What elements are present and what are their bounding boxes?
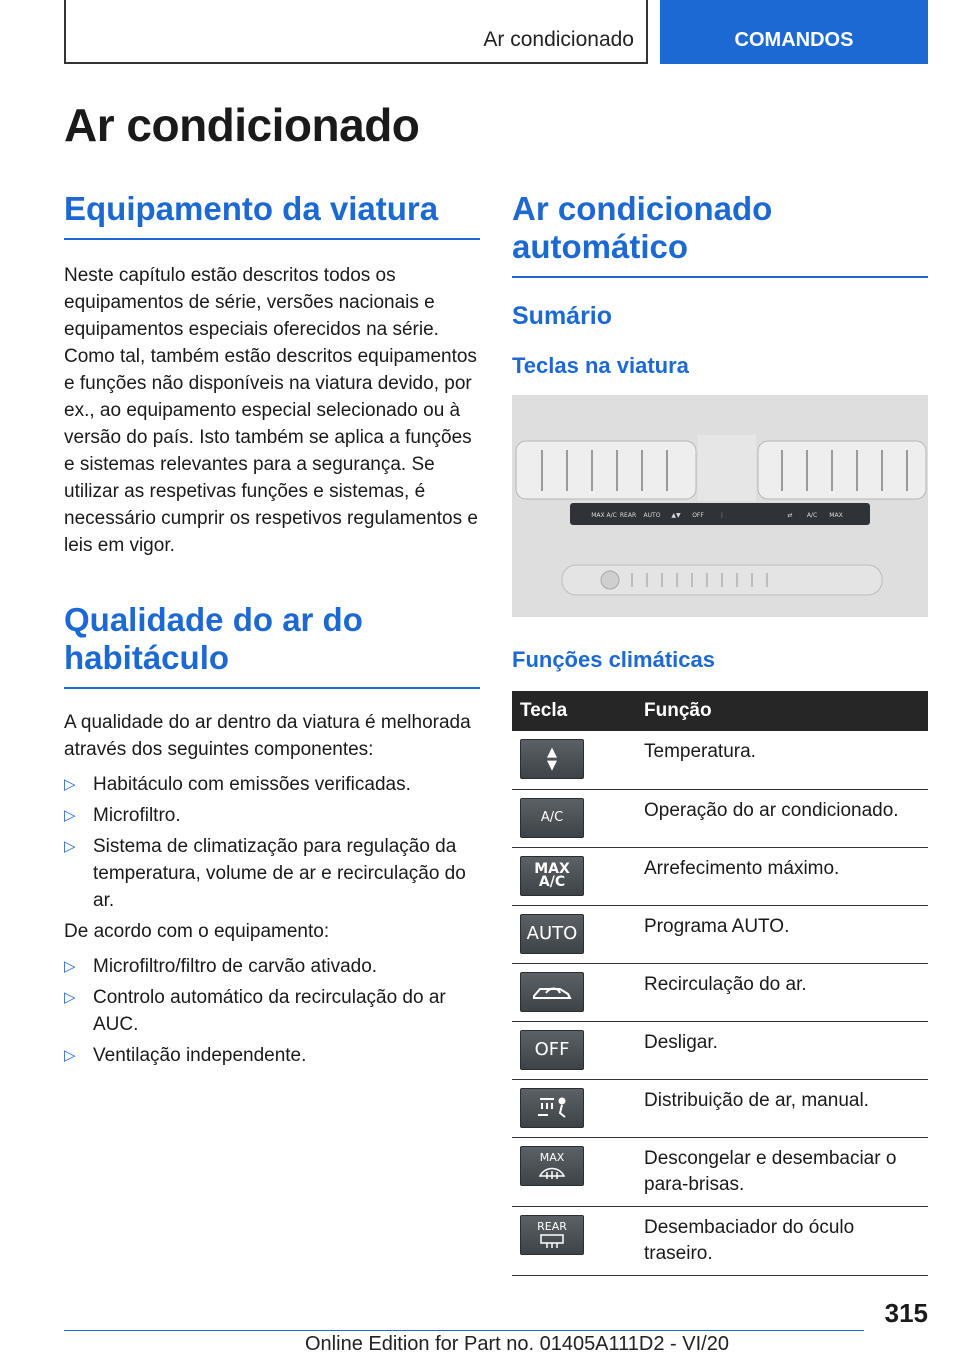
left-column [64,190,480,1073]
bullet-triangle-icon: ▷ [64,807,76,824]
svg-text:⋮: ⋮ [719,512,725,519]
components-list [64,771,480,914]
max-defrost-windshield-icon: MAX [520,1146,584,1186]
functions-table [512,691,928,1276]
temperature-arrows-icon: ▲ ▼ [520,739,584,779]
svg-text:AUTO: AUTO [643,512,661,519]
table-row [512,905,928,963]
table-row [512,1137,928,1206]
equipment-paragraph: Neste capítulo estão descritos todos os equipamentos de série, versões nacionais e equipamentos especiais oferecidos na série. Como tal, também estão descritos equipamentos e funções não disponíveis na viatura devido, por ex., ao equipamento especial selecionado ou à versão do país. Isto também se aplica a funções e sistemas relevantes para a segurança. Se utilizar as respetivas funções e sistemas, é necessário cumprir os respetivos regulamentos e leis em vigor. [64,265,478,556]
list-item: ▷ Sistema de climatização para regulação da temperatura, volume de ar e recirculação do ar. [64,833,480,914]
page-number: 315 [884,1298,928,1328]
column-header-function: Função [636,691,928,731]
right-column [512,190,928,1276]
heading-keys: Teclas na viatura [512,353,689,378]
bullet-triangle-icon: ▷ [64,958,76,975]
bullet-triangle-icon: ▷ [64,838,76,855]
heading-auto-ac: Ar condicionado automático [512,190,928,278]
list-item: ▷ Microfiltro/filtro de carvão ativado. [64,953,480,980]
svg-text:▲▼: ▲▼ [671,512,681,519]
svg-text:REAR: REAR [619,512,637,519]
air-distribution-icon [520,1088,584,1128]
vehicle-controls-photo [512,395,928,617]
heading-functions: Funções climáticas [512,647,715,672]
header-section-box [64,0,648,64]
bullet-triangle-icon: ▷ [64,989,76,1006]
table-row [512,1079,928,1137]
table-row [512,1206,928,1275]
table-row [512,789,928,847]
heading-air-quality: Qualidade do ar do habitáculo [64,601,480,689]
function-text: Recirculação do ar. [636,963,928,1021]
function-text: Desligar. [636,1021,928,1079]
page-title: Ar condicionado [64,99,420,151]
list-item: ▷ Microfiltro. [64,802,480,829]
auto-key-icon: AUTO [520,914,584,954]
function-text: Programa AUTO. [636,905,928,963]
svg-text:OFF: OFF [692,512,704,519]
dashboard-illustration [512,395,928,617]
header-tab-label: COMANDOS [734,28,854,51]
function-text: Temperatura. [636,731,928,789]
function-text: Distribuição de ar, manual. [636,1079,928,1137]
bullet-triangle-icon: ▷ [64,1047,76,1064]
table-header-row [512,691,928,731]
heading-summary: Sumário [512,302,613,330]
off-key-icon: OFF [520,1030,584,1070]
svg-text:MAX A/C: MAX A/C [591,512,617,519]
footer-edition-text: Online Edition for Part no. 01405A111D2 - VI/20 [305,1333,729,1355]
list-item: ▷ Ventilação independente. [64,1042,480,1069]
ac-key-icon: A/C [520,798,584,838]
air-quality-intro: A qualidade do ar dentro da viatura é melhorada através dos seguintes componentes: [64,712,471,760]
max-ac-key-icon: MAX A/C [520,856,584,896]
list-item: ▷ Habitáculo com emissões verificadas. [64,771,480,798]
table-row [512,963,928,1021]
rear-defrost-icon: REAR [520,1215,584,1255]
table-row [512,731,928,789]
equipment-note: De acordo com o equipamento: [64,921,330,942]
column-header-key: Tecla [512,691,636,731]
svg-text:⇄: ⇄ [787,512,793,519]
list-item: ▷ Controlo automático da recirculação do ar AUC. [64,984,480,1038]
svg-text:MAX: MAX [829,512,843,519]
table-row [512,1021,928,1079]
header-section-title: Ar condicionado [483,28,634,51]
heading-equipment: Equipamento da viatura [64,190,480,240]
function-text: Operação do ar condicionado. [636,789,928,847]
bullet-triangle-icon: ▷ [64,776,76,793]
header-tab-comandos[interactable] [660,0,928,64]
function-text: Descongelar e desembaciar o para-brisas. [636,1137,928,1206]
table-row [512,847,928,905]
footer-divider [64,1330,864,1331]
svg-text:A/C: A/C [806,512,818,519]
function-text: Arrefecimento máximo. [636,847,928,905]
optional-components-list [64,953,480,1069]
function-text: Desembaciador do óculo traseiro. [636,1206,928,1275]
recirculation-car-icon [520,972,584,1012]
